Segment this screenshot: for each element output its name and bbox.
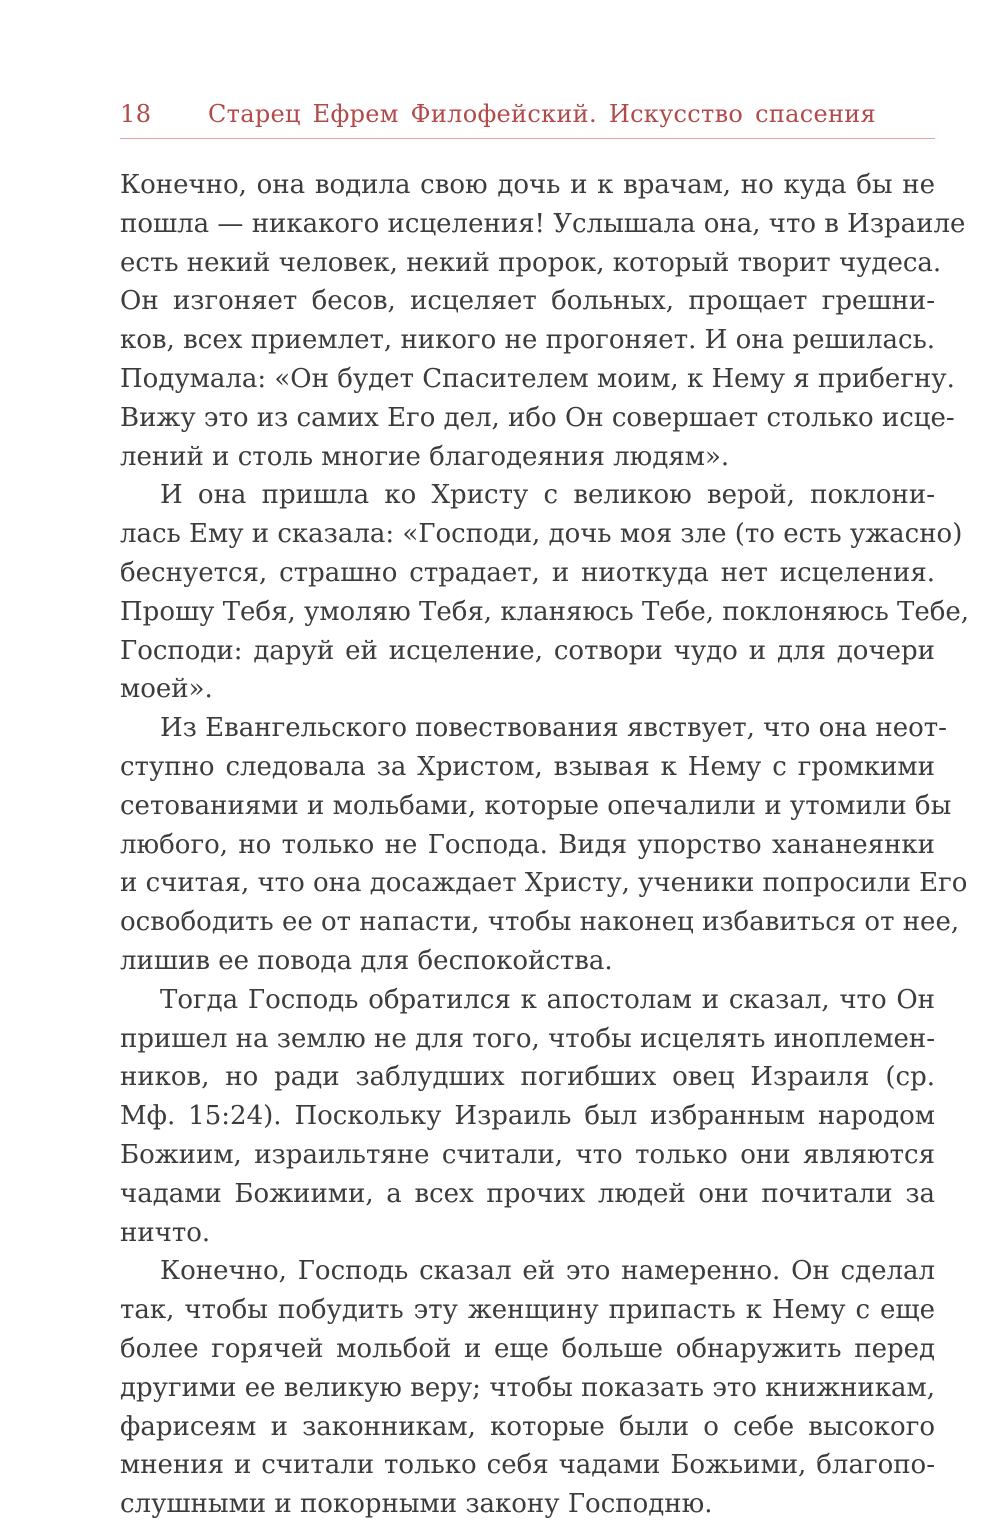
text-line: другими ее великую веру; чтобы показать это книжникам,: [120, 1372, 935, 1403]
text-line: моей».: [120, 674, 213, 705]
text-line: Конечно, она водила свою дочь и к врачам, но куда бы не: [120, 170, 935, 200]
paragraph-1: [120, 166, 966, 476]
text-line: лений и столь многие благодеяния людям».: [120, 441, 730, 472]
text-line: мнения и считали только себя чадами Божьими, благопо-: [120, 1450, 935, 1481]
text-line: более горячей мольбой и еще больше обнаружить перед: [120, 1333, 935, 1364]
text-line: фарисеям и законникам, которые были о себе высокого: [120, 1411, 935, 1442]
paragraph-4: [120, 981, 935, 1253]
text-line: Из Евангельского повествования явствует, что она неот-: [160, 713, 947, 744]
paragraph-3: [120, 709, 968, 981]
text-line: Божиим, израильтяне считали, что только они являются: [120, 1139, 935, 1170]
text-line: лась Ему и сказала: «Господи, дочь моя зле (то есть ужасно): [120, 519, 963, 550]
text-line: беснуется, страшно страдает, и ниоткуда нет исцеления.: [120, 557, 935, 588]
text-line: любого, но только не Господа. Видя упорство хананеянки: [120, 829, 935, 860]
text-line: Вижу это из самих Его дел, ибо Он совершает столько исце-: [120, 402, 955, 433]
text-line: Мф. 15:24). Поскольку Израиль был избранным народом: [120, 1101, 935, 1132]
text-line: слушными и покорными закону Господню.: [120, 1489, 713, 1520]
text-line: Тогда Господь обратился к апостолам и сказал, что Он: [160, 984, 935, 1015]
text-line: чадами Божиими, а всех прочих людей они почитали за: [120, 1178, 935, 1209]
text-line: освободить ее от напасти, чтобы наконец избавиться от нее,: [120, 907, 960, 938]
page-number: 18: [120, 100, 152, 128]
text-line: ков, всех приемлет, никого не прогоняет. И она решилась.: [120, 325, 935, 356]
text-line: пришел на землю не для того, чтобы исцелять иноплемен-: [120, 1023, 935, 1054]
running-title: Старец Ефрем Филофейский. Искусство спасения: [208, 100, 877, 128]
text-line: ничто.: [120, 1217, 211, 1248]
text-line: Он изгоняет бесов, исцеляет больных, прощает грешни-: [120, 286, 935, 317]
text-line: лишив ее повода для беспокойства.: [120, 945, 613, 976]
text-line: ступно следовала за Христом, взывая к Нему с громкими: [120, 751, 935, 782]
text-line: сетованиями и мольбами, которые опечалили и утомили бы: [120, 790, 952, 821]
text-line: Прошу Тебя, умоляю Тебя, кланяюсь Тебе, поклоняюсь Тебе,: [120, 596, 970, 627]
paragraph-2: [120, 476, 970, 709]
text-line: и считая, что она досаждает Христу, ученики попросили Его: [120, 868, 968, 899]
body-text: [120, 166, 970, 1524]
text-line: Подумала: «Он будет Спасителем моим, к Нему я прибегну.: [120, 363, 955, 394]
text-line: ников, но ради заблудших погибших овец Израиля (ср.: [120, 1062, 935, 1093]
text-line: И она пришла ко Христу с великою верой, поклони-: [160, 480, 935, 511]
text-line: пошла — никакого исцеления! Услышала она, что в Израиле: [120, 208, 966, 239]
text-line: Конечно, Господь сказал ей это намеренно. Он сделал: [160, 1256, 935, 1287]
paragraph-5: [120, 1252, 935, 1524]
text-line: так, чтобы побудить эту женщину припасть к Нему с еще: [120, 1295, 935, 1326]
running-head: [120, 98, 935, 139]
text-line: Господи: даруй ей исцеление, сотвори чудо и для дочери: [120, 635, 935, 666]
text-line: есть некий человек, некий пророк, который творит чудеса.: [120, 247, 942, 278]
